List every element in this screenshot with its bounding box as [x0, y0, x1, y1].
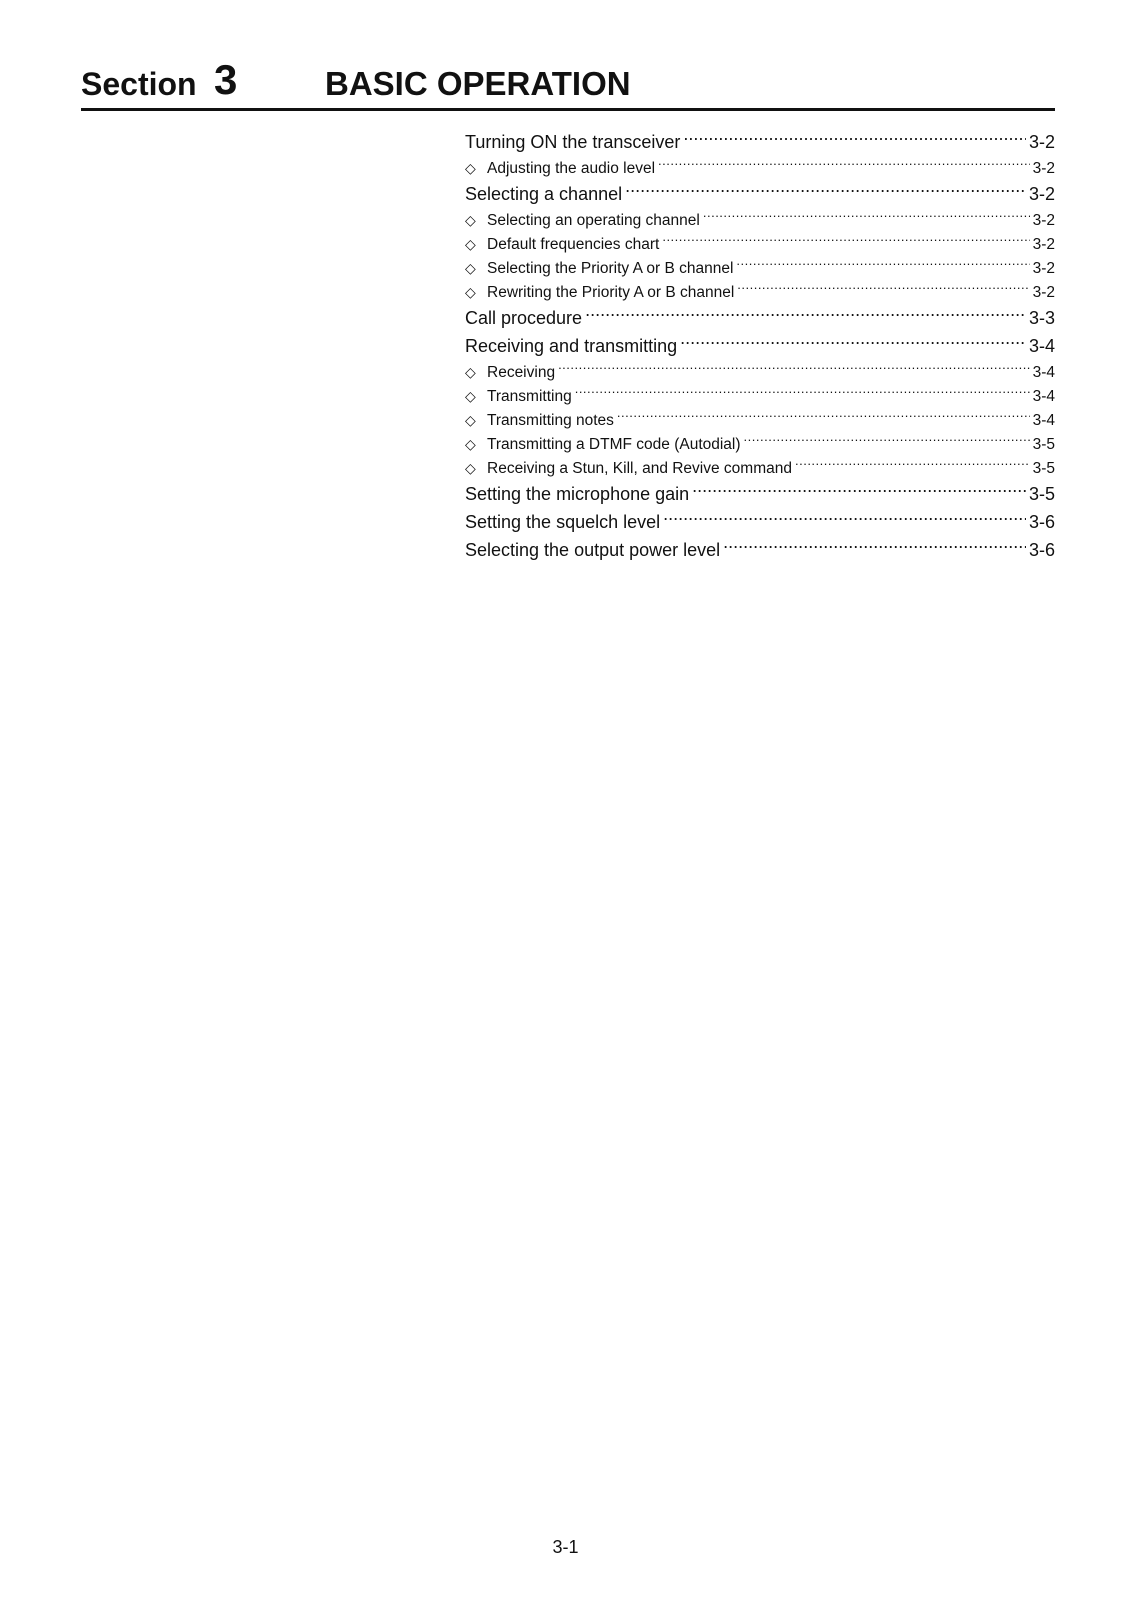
dot-leader [736, 258, 1029, 274]
dot-leader [617, 410, 1030, 426]
diamond-outline-icon: ◇ [465, 212, 476, 228]
toc-entry-page: 3-4 [1032, 388, 1055, 405]
toc-subentry[interactable] [465, 156, 1055, 180]
toc-subentry[interactable] [465, 456, 1055, 480]
section-label: Section [81, 66, 197, 102]
toc-entry-page: 3-2 [1032, 160, 1055, 177]
toc-entry[interactable] [465, 304, 1055, 332]
toc-subentry[interactable] [465, 432, 1055, 456]
dot-leader [692, 482, 1026, 500]
toc-entry[interactable] [465, 480, 1055, 508]
toc-entry-title: Setting the microphone gain [465, 484, 690, 504]
dot-leader [744, 434, 1030, 450]
dot-leader [662, 234, 1029, 250]
table-of-contents [465, 128, 1055, 564]
toc-entry-page: 3-6 [1028, 512, 1055, 532]
toc-entry-page: 3-4 [1028, 336, 1055, 356]
toc-entry-page: 3-2 [1028, 132, 1055, 152]
toc-entry-page: 3-5 [1032, 436, 1055, 453]
toc-entry-page: 3-4 [1032, 412, 1055, 429]
toc-entry-title: Turning ON the transceiver [465, 132, 681, 152]
toc-entry-title: Selecting the Priority A or B channel [487, 260, 734, 277]
toc-entry[interactable] [465, 508, 1055, 536]
diamond-outline-icon: ◇ [465, 160, 476, 176]
section-title: BASIC OPERATION [325, 65, 631, 102]
toc-entry[interactable] [465, 180, 1055, 208]
diamond-outline-icon: ◇ [465, 460, 476, 476]
toc-entry-title: Receiving and transmitting [465, 336, 678, 356]
toc-entry-title: Receiving a Stun, Kill, and Revive command [487, 460, 792, 477]
toc-entry-title: Selecting a channel [465, 184, 623, 204]
diamond-outline-icon: ◇ [465, 260, 476, 276]
toc-entry-title: Call procedure [465, 308, 583, 328]
toc-entry-title: Transmitting a DTMF code (Autodial) [487, 436, 741, 453]
toc-entry-page: 3-2 [1032, 212, 1055, 229]
section-header [81, 58, 1055, 111]
diamond-outline-icon: ◇ [465, 284, 476, 300]
toc-entry-title: Default frequencies chart [487, 236, 660, 253]
toc-subentry[interactable] [465, 384, 1055, 408]
diamond-outline-icon: ◇ [465, 412, 476, 428]
dot-leader [658, 158, 1030, 174]
dot-leader [558, 362, 1030, 378]
toc-entry-page: 3-4 [1032, 364, 1055, 381]
dot-leader [680, 334, 1026, 352]
toc-entry-page: 3-6 [1028, 540, 1055, 560]
toc-entry-title: Receiving [487, 364, 556, 381]
toc-entry[interactable] [465, 536, 1055, 564]
toc-entry-title: Selecting an operating channel [487, 212, 700, 229]
toc-entry-page: 3-2 [1028, 184, 1055, 204]
dot-leader [585, 306, 1026, 324]
diamond-outline-icon: ◇ [465, 364, 476, 380]
diamond-outline-icon: ◇ [465, 436, 476, 452]
toc-subentry[interactable] [465, 208, 1055, 232]
dot-leader [575, 386, 1030, 402]
toc-entry[interactable] [465, 332, 1055, 360]
toc-entry-page: 3-3 [1028, 308, 1055, 328]
toc-subentry[interactable] [465, 408, 1055, 432]
toc-subentry[interactable] [465, 360, 1055, 384]
dot-leader [703, 210, 1030, 226]
section-number: 3 [214, 56, 238, 103]
toc-subentry[interactable] [465, 232, 1055, 256]
toc-entry-title: Adjusting the audio level [487, 160, 656, 177]
dot-leader [795, 458, 1030, 474]
toc-entry-page: 3-2 [1032, 236, 1055, 253]
toc-entry-title: Rewriting the Priority A or B channel [487, 284, 735, 301]
toc-entry-title: Transmitting [487, 388, 572, 405]
toc-entry-title: Transmitting notes [487, 412, 614, 429]
toc-entry-page: 3-2 [1032, 284, 1055, 301]
toc-entry[interactable] [465, 128, 1055, 156]
dot-leader [683, 130, 1026, 148]
toc-entry-page: 3-5 [1032, 460, 1055, 477]
diamond-outline-icon: ◇ [465, 236, 476, 252]
page-number: 3-1 [552, 1537, 579, 1557]
dot-leader [737, 282, 1029, 298]
toc-entry-title: Setting the squelch level [465, 512, 661, 532]
dot-leader [663, 510, 1026, 528]
toc-subentry[interactable] [465, 256, 1055, 280]
dot-leader [625, 182, 1026, 200]
toc-entry-page: 3-2 [1032, 260, 1055, 277]
diamond-outline-icon: ◇ [465, 388, 476, 404]
dot-leader [723, 538, 1026, 556]
toc-entry-page: 3-5 [1028, 484, 1055, 504]
toc-subentry[interactable] [465, 280, 1055, 304]
toc-entry-title: Selecting the output power level [465, 540, 721, 560]
